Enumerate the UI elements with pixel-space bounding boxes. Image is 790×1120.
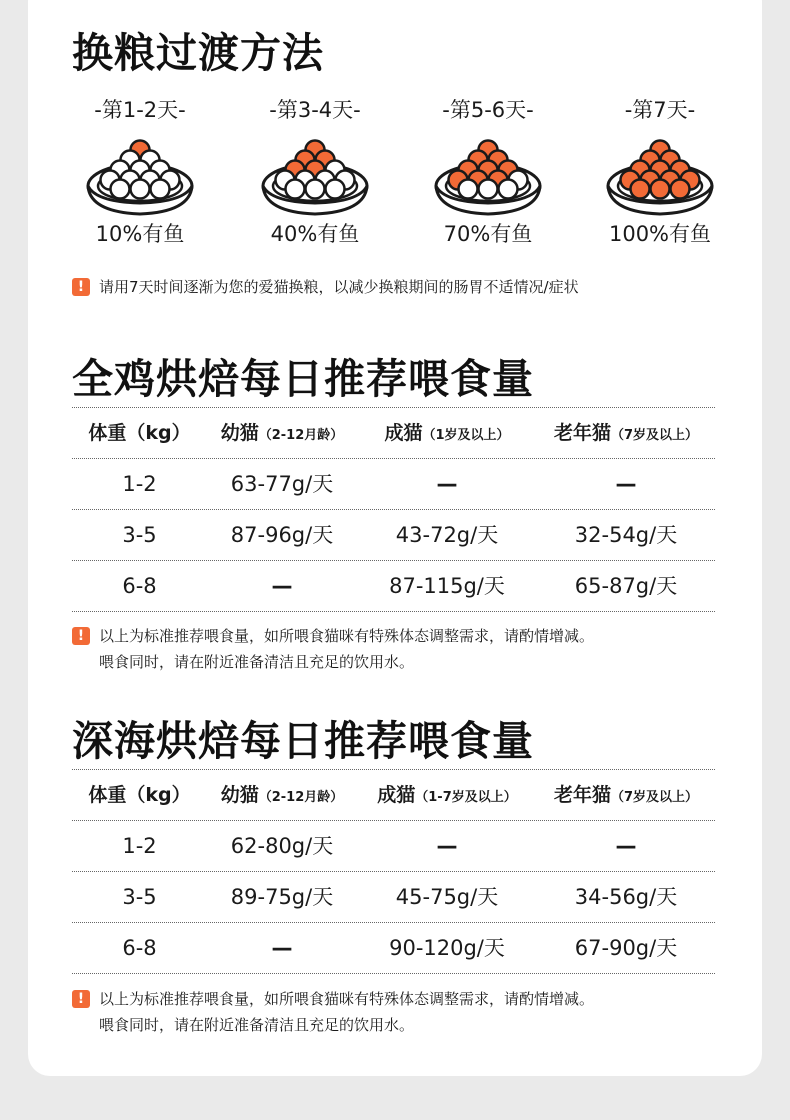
- table-row: [72, 820, 715, 871]
- chicken-note-line-1: 以上为标准推荐喂食量，如所喂食猫咪有特殊体态调整需求，请酌情增减。: [99, 627, 595, 645]
- kibble: [631, 180, 650, 199]
- table-cell: 45-75g/天: [395, 885, 499, 909]
- chicken-title: 全鸡烘焙每日推荐喂食量: [72, 355, 534, 403]
- seafood-title: 深海烘焙每日推荐喂食量: [72, 717, 534, 765]
- table-cell: 87-115g/天: [389, 574, 505, 598]
- kibble: [111, 180, 130, 199]
- header-senior: 老年猫（7岁及以上）: [553, 784, 699, 806]
- table-cell: 1-2: [122, 472, 157, 496]
- table-row: [72, 560, 715, 612]
- header-adult: 成猫（1岁及以上）: [384, 422, 510, 444]
- table-cell: 34-56g/天: [574, 885, 678, 909]
- kibble: [306, 180, 325, 199]
- table-cell: —: [615, 472, 637, 496]
- table-cell: 62-80g/天: [230, 834, 334, 858]
- table-cell: 65-87g/天: [574, 574, 678, 598]
- step-ratio: 40%有鱼: [270, 222, 360, 246]
- table-row: [72, 922, 715, 974]
- table-cell: —: [436, 834, 458, 858]
- seafood-feeding-table: [72, 769, 715, 974]
- table-cell: —: [271, 936, 293, 960]
- table-cell: 43-72g/天: [395, 523, 499, 547]
- step-ratio: 70%有鱼: [443, 222, 533, 246]
- table-cell: 90-120g/天: [389, 936, 505, 960]
- table-cell: 3-5: [122, 885, 157, 909]
- step-ratio: 100%有鱼: [608, 222, 712, 246]
- step-ratio: 10%有鱼: [95, 222, 185, 246]
- food-bowl-icon: [84, 136, 196, 218]
- table-cell: 6-8: [122, 574, 157, 598]
- transition-title: 换粮过渡方法: [72, 29, 324, 77]
- seafood-note-line-2: 喂食同时，请在附近准备清洁且充足的饮用水。: [99, 1016, 415, 1034]
- kibble: [499, 180, 518, 199]
- table-header-row: [72, 407, 715, 458]
- warning-icon: !: [72, 990, 90, 1008]
- kibble: [671, 180, 690, 199]
- warning-icon: !: [72, 627, 90, 645]
- table-cell: —: [436, 472, 458, 496]
- table-cell: 1-2: [122, 834, 157, 858]
- table-cell: 89-75g/天: [230, 885, 334, 909]
- step-3: [403, 100, 573, 245]
- seafood-note-line-1: 以上为标准推荐喂食量，如所喂食猫咪有特殊体态调整需求，请酌情增减。: [99, 990, 595, 1008]
- kibble: [151, 180, 170, 199]
- chicken-note: [72, 623, 732, 675]
- table-row: [72, 871, 715, 922]
- step-2: [230, 100, 400, 245]
- table-cell: 32-54g/天: [574, 523, 678, 547]
- transition-note: [72, 274, 732, 300]
- kibble: [459, 180, 478, 199]
- table-cell: —: [271, 574, 293, 598]
- transition-steps: [60, 100, 760, 260]
- kibble: [286, 180, 305, 199]
- step-label: -第3-4天-: [269, 98, 361, 122]
- food-bowl-icon: [432, 136, 544, 218]
- table-header-row: [72, 769, 715, 820]
- table-cell: —: [615, 834, 637, 858]
- header-kitten: 幼猫（2-12月龄）: [220, 422, 344, 444]
- food-bowl-icon: [259, 136, 371, 218]
- transition-note-text: 请用7天时间逐渐为您的爱猫换粮，以减少换粮期间的肠胃不适情况/症状: [99, 278, 579, 296]
- header-weight: 体重（kg）: [88, 784, 191, 806]
- table-cell: 67-90g/天: [574, 936, 678, 960]
- table-cell: 3-5: [122, 523, 157, 547]
- step-label: -第5-6天-: [442, 98, 534, 122]
- table-row: [72, 458, 715, 509]
- chicken-note-line-2: 喂食同时，请在附近准备清洁且充足的饮用水。: [99, 653, 415, 671]
- kibble: [131, 180, 150, 199]
- step-label: -第1-2天-: [94, 98, 186, 122]
- seafood-note: [72, 986, 732, 1038]
- header-kitten: 幼猫（2-12月龄）: [220, 784, 344, 806]
- step-1: [55, 100, 225, 245]
- warning-icon: !: [72, 278, 90, 296]
- table-row: [72, 509, 715, 560]
- food-bowl-icon: [604, 136, 716, 218]
- table-cell: 63-77g/天: [230, 472, 334, 496]
- step-4: [575, 100, 745, 245]
- chicken-feeding-table: [72, 407, 715, 612]
- header-adult: 成猫（1-7岁及以上）: [377, 784, 517, 806]
- step-label: -第7天-: [624, 98, 696, 122]
- header-senior: 老年猫（7岁及以上）: [553, 422, 699, 444]
- kibble: [479, 180, 498, 199]
- table-cell: 87-96g/天: [230, 523, 334, 547]
- kibble: [651, 180, 670, 199]
- header-weight: 体重（kg）: [88, 422, 191, 444]
- table-cell: 6-8: [122, 936, 157, 960]
- kibble: [326, 180, 345, 199]
